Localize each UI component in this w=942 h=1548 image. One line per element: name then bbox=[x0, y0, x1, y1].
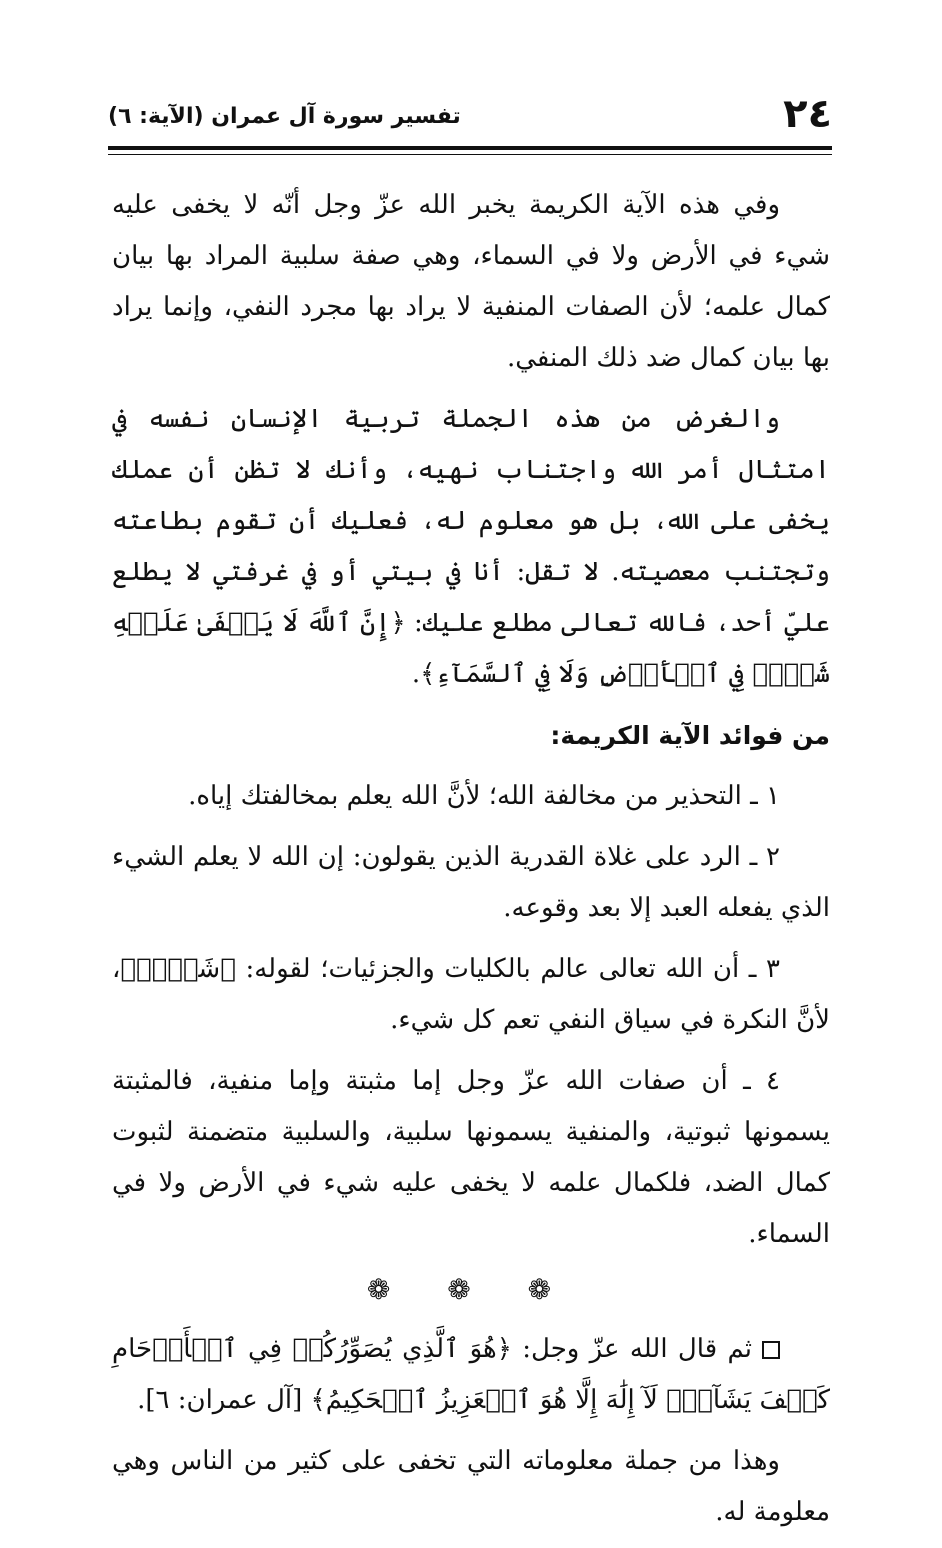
benefit-item-3-pre: ٣ ـ أن الله تعالى عالم بالكليات والجزئيات؛ لقوله: bbox=[245, 954, 781, 984]
quran-quote: ﴿إِنَّ ٱللَّهَ لَا يَخۡفَىٰ عَلَيۡهِ شَيۡءٞ فِي ٱلۡأَرۡضِ وَلَا فِي ٱلسَّمَآءِ﴾ bbox=[112, 608, 830, 689]
benefit-item-3-post: ، لأنَّ النكرة في سياق النفي تعم كل شيء. bbox=[112, 954, 830, 1035]
paragraph-2-end: . bbox=[411, 659, 421, 689]
header-rule-thin bbox=[108, 154, 832, 155]
benefit-item-4: ٤ ـ أن صفات الله عزّ وجل إما مثبتة وإما منفية، فالمثبتة يسمونها ثبوتية، والمنفية يسمونها سلبية، والسلبية متضمنة لثبوت كمال الضد، فلكمال علمه لا يخفى عليه شيء في الأرض ولا في السماء. bbox=[112, 1066, 830, 1249]
closing-paragraph: وهذا من جملة معلوماته التي تخفى على كثير من الناس وهي معلومة له. bbox=[112, 1446, 830, 1527]
next-verse-intro: ثم قال الله عزّ وجل: bbox=[522, 1334, 752, 1364]
paragraph-1: وفي هذه الآية الكريمة يخبر الله عزّ وجل أنّه لا يخفى عليه شيء في الأرض ولا في السماء، وهي صفة سلبية المراد بها بيان كمال علمه؛ لأن الصفات المنفية لا يراد بها مجرد النفي، وإنما يراد بها بيان كمال ضد ذلك المنفي. bbox=[112, 190, 830, 373]
page-body bbox=[112, 180, 830, 1548]
benefit-item-1: ١ ـ التحذير من مخالفة الله؛ لأنَّ الله يعلم بمخالفتك إياه. bbox=[188, 781, 780, 811]
paragraph-2-text: والغرض من هذه الجملة تربية الإنسان نفسه في امتثال أمر الله واجتناب نهيه، وأنك لا تظن أن عملك يخفى على الله، بل هو معلوم له، فعليك أن تقوم بطاعته وتجتنب معصيته. لا تقل: أنا في بيتي أو في غرفتي لا يطلع عليّ أحد، فالله تعالى مطلع عليك: bbox=[112, 404, 831, 638]
header-rule-thick bbox=[108, 146, 832, 150]
verse-reference: [آل عمران: ٦]. bbox=[137, 1385, 303, 1415]
running-title: تفسير سورة آل عمران (الآية: ٦) bbox=[108, 104, 461, 129]
next-verse-paragraph bbox=[112, 1324, 830, 1426]
page-header bbox=[108, 92, 832, 150]
benefit-item-3 bbox=[112, 944, 830, 1046]
section-separator: ❁ ❁ ❁ bbox=[366, 1273, 576, 1306]
quran-quote-word: ﴿شَيۡءٞ﴾ bbox=[120, 954, 236, 984]
page-number: ٢٤ bbox=[783, 91, 832, 137]
benefit-item-2: ٢ ـ الرد على غلاة القدرية الذين يقولون: إن الله لا يعلم الشيء الذي يفعله العبد إلا بعد وقوعه. bbox=[112, 842, 830, 923]
next-verse-quran: ﴿هُوَ ٱلَّذِي يُصَوِّرُكُمۡ فِي ٱلۡأَرۡحَامِ كَيۡفَ يَشَآءُۚ لَآ إِلَٰهَ إِلَّا هُوَ ٱلۡعَزِيزُ ٱلۡحَكِيمُ﴾ bbox=[112, 1334, 830, 1415]
benefits-heading: من فوائد الآية الكريمة: bbox=[550, 721, 830, 750]
paragraph-2 bbox=[112, 394, 830, 700]
square-marker-icon bbox=[762, 1341, 780, 1359]
